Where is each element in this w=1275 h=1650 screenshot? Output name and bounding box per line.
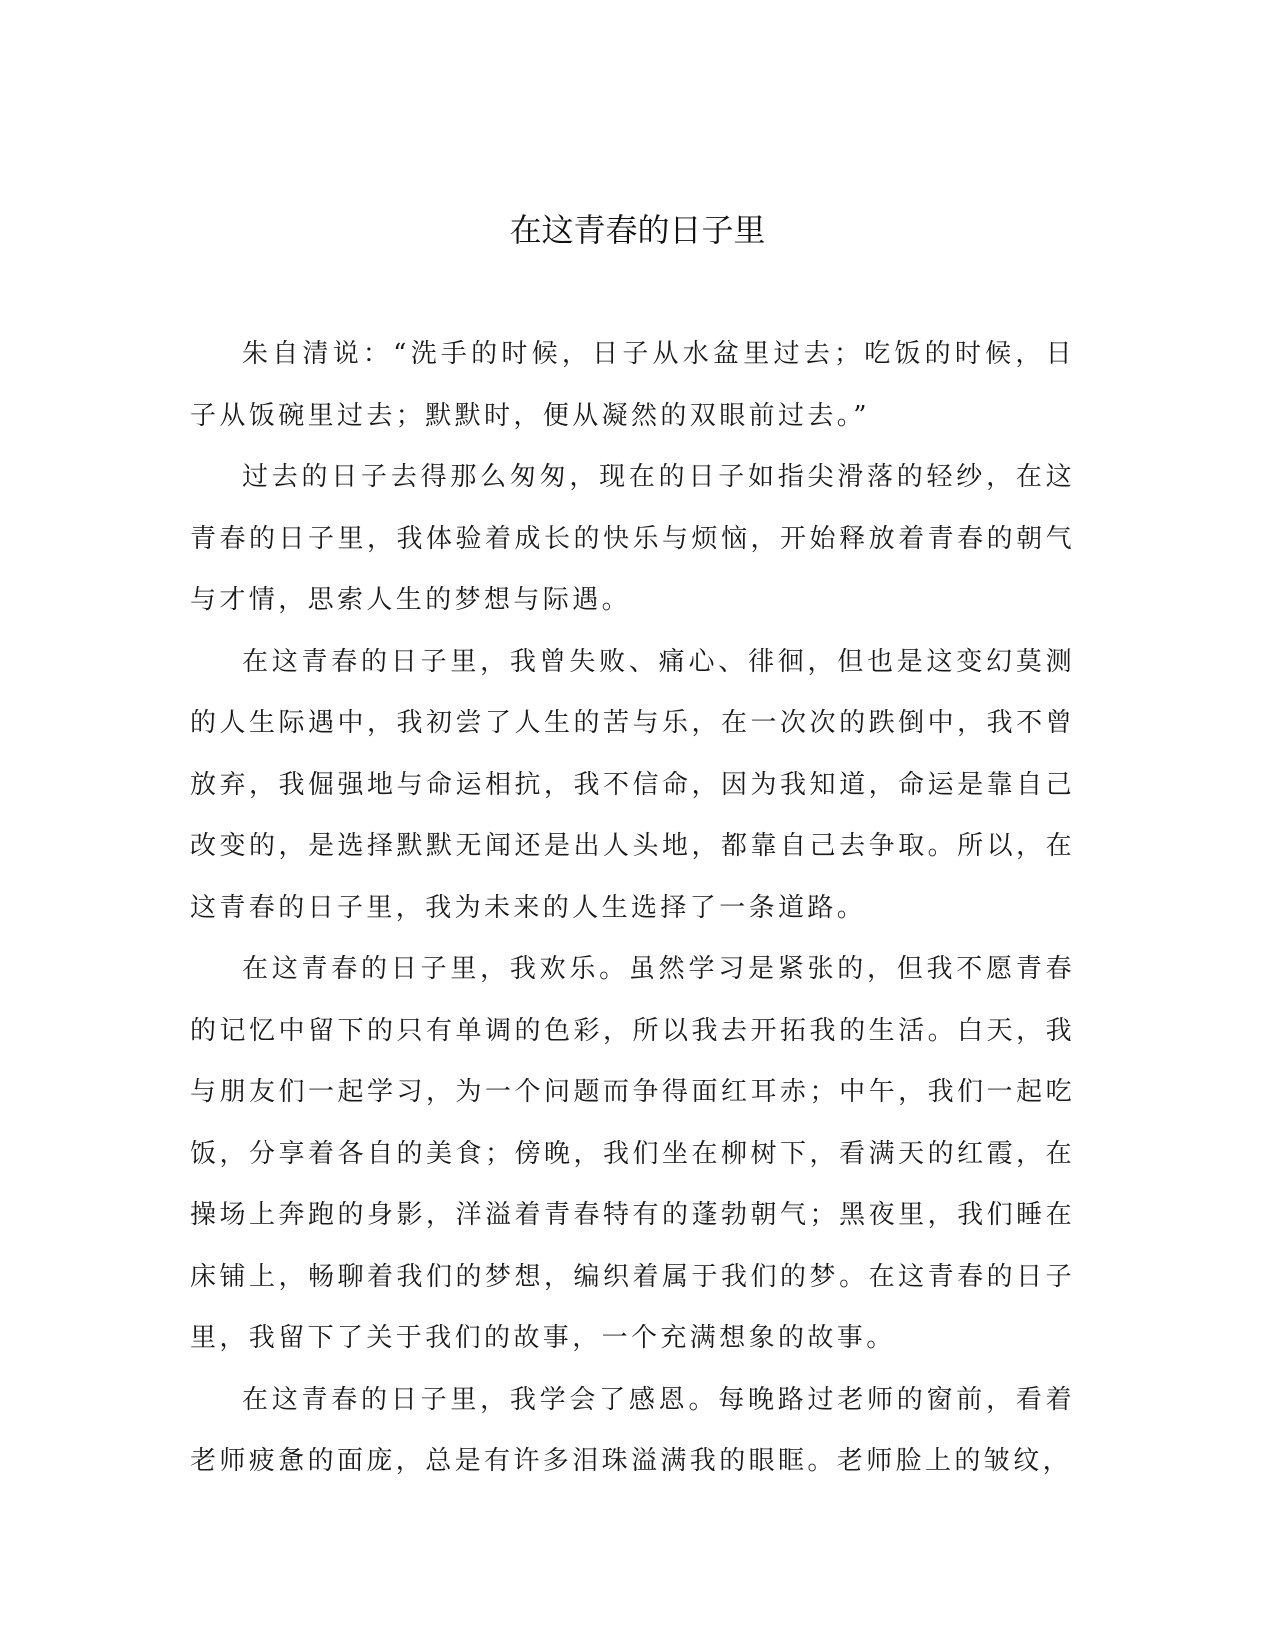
document-title: 在这青春的日子里 [509, 211, 766, 249]
document-body [190, 324, 1075, 1493]
paragraph-5: 在这青春的日子里，我学会了感恩。每晚路过老师的窗前，看着老师疲惫的面庞，总是有许多泪珠溢满我的眼眶。老师脸上的皱纹， [190, 1384, 1075, 1476]
paragraph-2: 过去的日子去得那么匆匆，现在的日子如指尖滑落的轻纱，在这青春的日子里，我体验着成长的快乐与烦恼，开始释放着青春的朝气与才情，思索人生的梦想与际遇。 [190, 462, 1075, 615]
paragraph-3: 在这青春的日子里，我曾失败、痛心、徘徊，但也是这变幻莫测的人生际遇中，我初尝了人生的苦与乐，在一次次的跌倒中，我不曾放弃，我倔强地与命运相抗，我不信命，因为我知道，命运是靠自己改变的，是选择默默无闻还是出人头地，都靠自己去争取。所以，在这青春的日子里，我为未来的人生选择了一条道路。 [190, 646, 1075, 923]
paragraph-4: 在这青春的日子里，我欢乐。虽然学习是紧张的，但我不愿青春的记忆中留下的只有单调的色彩，所以我去开拓我的生活。白天，我与朋友们一起学习，为一个问题而争得面红耳赤；中午，我们一起吃饭，分享着各自的美食；傍晚，我们坐在柳树下，看满天的红霞，在操场上奔跑的身影，洋溢着青春特有的蓬勃朝气；黑夜里，我们睡在床铺上，畅聊着我们的梦想，编织着属于我们的梦。在这青春的日子里，我留下了关于我们的故事，一个充满想象的故事。 [190, 954, 1075, 1353]
paragraph-1: 朱自清说：“洗手的时候，日子从水盆里过去；吃饭的时候，日子从饭碗里过去；默默时，便从凝然的双眼前过去。” [190, 339, 1075, 431]
